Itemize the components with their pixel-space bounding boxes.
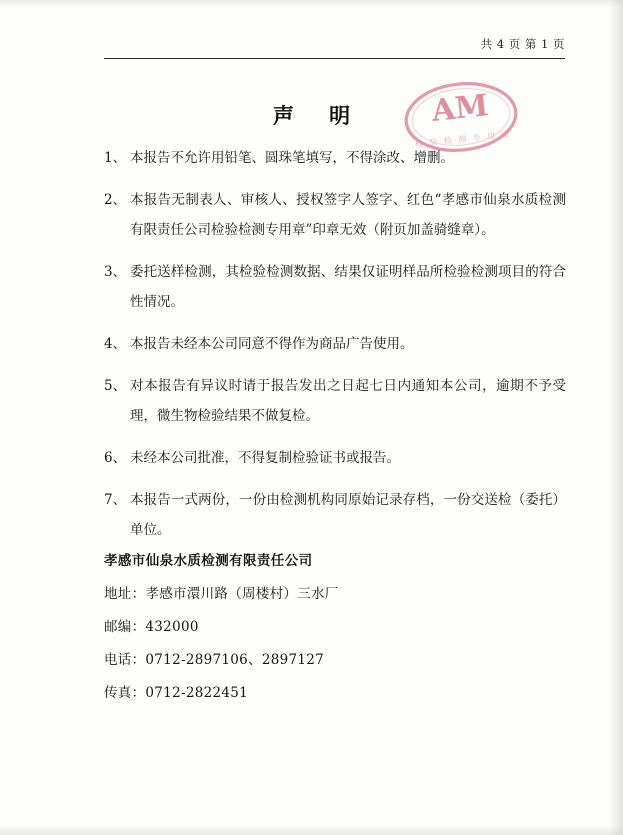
clause-text: 对本报告有异议时请于报告发出之日起七日内通知本公司，逾期不予受理，微生物检验结果不做复检。	[130, 378, 566, 424]
clause-text: 本报告一式两份，一份由检测机构同原始记录存档，一份交送检（委托）单位。	[130, 492, 566, 538]
scan-edge-bottom	[0, 825, 623, 835]
page-indicator: 共 4 页 第 1 页	[480, 37, 565, 51]
svg-text:检 验 检 测 专 用 章: 检 验 检 测 专 用 章	[414, 129, 513, 149]
clause-text: 委托送样检测，其检验检测数据、结果仅证明样品所检验检测项目的符合性情况。	[130, 264, 566, 310]
list-item	[104, 257, 566, 317]
clause-text: 本报告无制表人、审核人、授权签字人签字、红色“孝感市仙泉水质检测有限责任公司检验检测专用章”印章无效（附页加盖骑缝章）。	[130, 192, 566, 238]
company-name: 孝感市仙泉水质检测有限责任公司	[104, 553, 313, 569]
company-phone: 电话：0712-2897106、2897127	[104, 652, 325, 668]
company-postcode: 邮编：432000	[104, 619, 199, 635]
clause-text: 本报告未经本公司同意不得作为商品广告使用。	[130, 336, 414, 352]
clause-number: 3、	[104, 264, 127, 280]
clause-text: 未经本公司批准，不得复制检验证书或报告。	[130, 450, 400, 466]
declaration-clause-list	[104, 143, 566, 557]
clause-number: 2、	[104, 192, 127, 208]
company-fax: 传真：0712-2822451	[104, 685, 249, 701]
list-item	[104, 443, 566, 473]
list-item	[104, 485, 566, 545]
header-divider	[104, 58, 565, 59]
list-item	[104, 143, 566, 173]
list-item	[104, 371, 566, 431]
clause-number: 7、	[104, 492, 127, 508]
clause-number: 5、	[104, 378, 127, 394]
scan-edge-top	[0, 0, 623, 8]
list-item	[104, 185, 566, 245]
page-title: 声 明	[272, 103, 365, 128]
list-item	[104, 329, 566, 359]
clause-number: 6、	[104, 450, 127, 466]
clause-text: 本报告不允许用铅笔、圆珠笔填写，不得涂改、增删。	[130, 150, 454, 166]
clause-number: 1、	[104, 150, 127, 166]
clause-number: 4、	[104, 336, 127, 352]
svg-text:AM: AM	[430, 88, 491, 129]
company-contact-block	[104, 545, 566, 710]
company-address: 地址：孝感市澴川路（周楼村）三水厂	[104, 586, 339, 602]
